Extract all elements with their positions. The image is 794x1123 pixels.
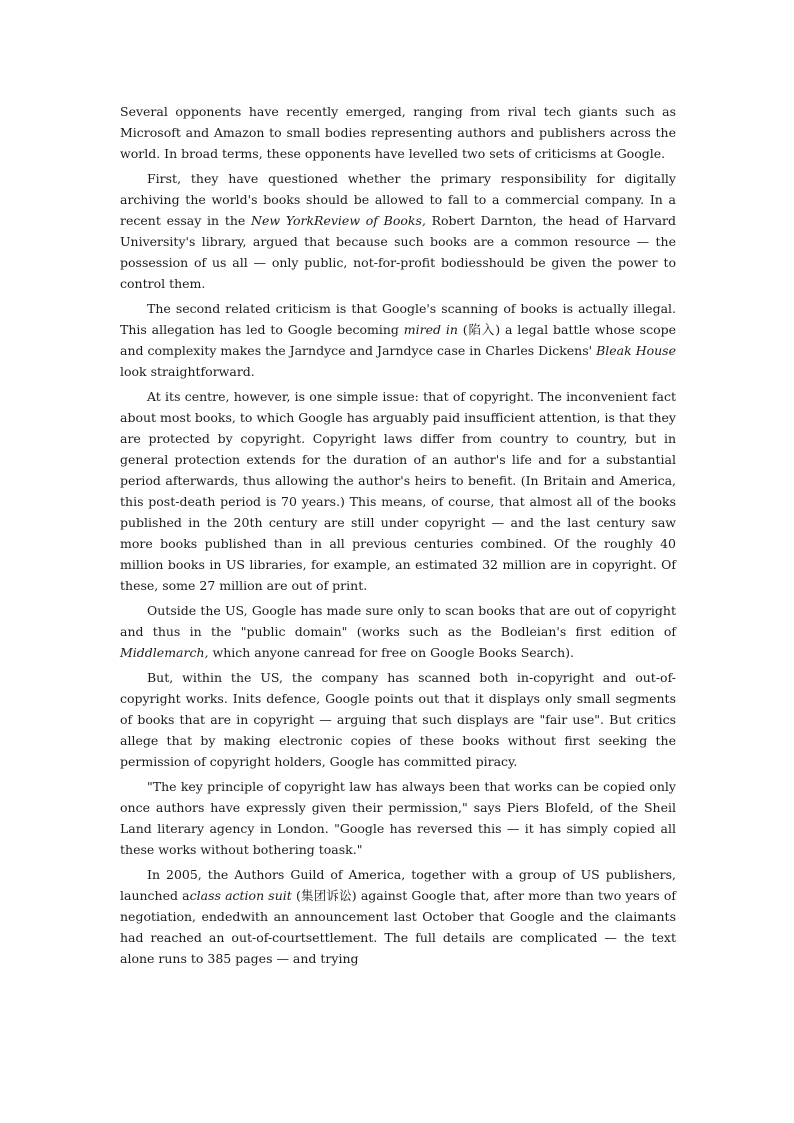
text-segment: look straightforward. xyxy=(120,364,255,379)
text-segment: (陷入) a legal battle whose scope and complexity makes the Jarndyce and Jarndyce case in Charles Dickens' xyxy=(120,322,677,358)
italic-term: class action suit xyxy=(189,888,292,903)
italic-title: Bleak House xyxy=(596,343,676,358)
paragraph-7 xyxy=(120,776,676,860)
italic-title: Middlemarch, xyxy=(120,645,209,660)
paragraph-8 xyxy=(120,864,676,969)
text-segment: Several opponents have recently emerged, ranging from rival tech giants such as Microsoft and Amazon to small bodies representing authors and publishers across the world. In broad terms, these opponents have levelled two sets of criticisms at Google. xyxy=(120,104,676,161)
text-segment: At its centre, however, is one simple issue: that of copyright. The inconvenient fact about most books, to which Google has arguably paid insufficient attention, is that they are protected by copyright. Copyright laws differ from country to country, but in general protection extends for the duration of an author's life and for a substantial period afterwards, thus allowing the author's heirs to benefit. (In Britain and America, this post-death period is 70 years.) This means, of course, that almost all of the books published in the 20th century are still under copyright — and the last century saw more books published than in all previous centuries combined. Of the roughly 40 million books in US libraries, for example, an estimated 32 million are in copyright. Of these, some 27 million are out of print. xyxy=(120,389,676,593)
italic-title: New YorkReview of Books, xyxy=(251,213,426,228)
text-segment: The second related criticism is that Google's scanning of books is actually illegal. This allegation has led to Google becoming xyxy=(120,301,676,337)
text-segment: First, they have questioned whether the primary responsibility for digitally archiving the world's books should be allowed to fall to a commercial company. In a recent essay in the xyxy=(120,171,676,228)
italic-term: mired in xyxy=(403,322,458,337)
text-segment: which anyone canread for free on Google Books Search). xyxy=(208,645,574,660)
paragraph-5 xyxy=(120,600,676,663)
document-body xyxy=(120,101,676,973)
paragraph-6 xyxy=(120,667,676,772)
text-segment: "The key principle of copyright law has always been that works can be copied only once authors have expressly given their permission," says Piers Blofeld, of the Sheil Land literary agency in London. "Google has reversed this — it has simply copied all these works without bothering toask." xyxy=(120,779,676,857)
paragraph-1 xyxy=(120,101,676,164)
paragraph-2 xyxy=(120,168,676,294)
paragraph-4 xyxy=(120,386,676,596)
text-segment: (集团诉讼) against Google that, after more than two years of negotiation, endedwith an announcement last October that Google and the claimants had reached an out-of-courtsettlement. The full details are complicated — the text alone runs to 385 pages — and trying xyxy=(120,888,677,966)
paragraph-3 xyxy=(120,298,676,382)
text-segment: Robert Darnton, the head of Harvard University's library, argued that because such books are a common resource — the possession of us all — only public, not-for-profit bodiesshould be given the power to control them. xyxy=(120,213,677,291)
text-segment: In 2005, the Authors Guild of America, together with a group of US publishers, launched a xyxy=(120,867,676,903)
text-segment: Outside the US, Google has made sure only to scan books that are out of copyright and thus in the "public domain" (works such as the Bodleian's first edition of xyxy=(120,603,676,639)
text-segment: But, within the US, the company has scanned both in-copyright and out-of-copyright works. Inits defence, Google points out that it displays only small segments of books that are in copyright — arguing that such displays are "fair use". But critics allege that by making electronic copies of these books without first seeking the permission of copyright holders, Google has committed piracy. xyxy=(120,670,676,769)
